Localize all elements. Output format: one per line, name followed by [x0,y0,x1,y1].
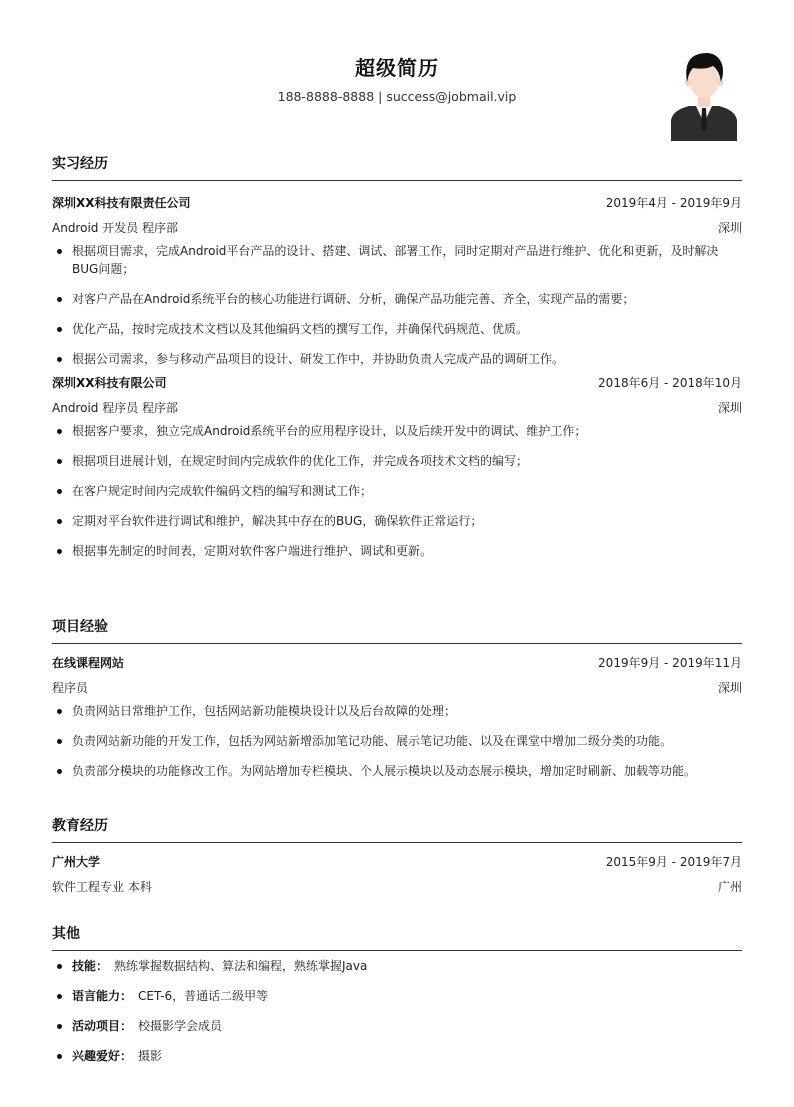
list-item [52,1017,742,1035]
section-title: 项目经验 [52,617,742,644]
other-label: 语言能力： [72,989,133,1003]
job-location: 深圳 [717,401,742,415]
section-education [52,816,742,895]
resume-name: 超级简历 [355,56,439,80]
other-value: 摄影 [138,1049,163,1063]
list-item [52,1047,742,1065]
company-name: 深圳XX科技有限公司 [52,376,167,390]
list-item: 根据项目需求，完成Android平台产品的设计、搭建、调试、部署工作，同时定期对产品进行维护、优化和更新，及时解决BUG问题； [52,242,742,278]
avatar [669,48,739,141]
project-header [52,655,742,671]
list-item: 负责网站日常维护工作，包括网站新功能模块设计以及后台故障的处理； [52,702,742,720]
project-subheader [52,680,742,696]
major: 软件工程专业 本科 [52,880,152,894]
list-item: 定期对平台软件进行调试和维护，解决其中存在的BUG，确保软件正常运行； [52,512,742,530]
date-range: 2019年9月 - 2019年11月 [598,656,742,670]
project-role: 程序员 [52,681,89,695]
section-title: 教育经历 [52,816,742,843]
list-item: 根据客户要求，独立完成Android系统平台的应用程序设计，以及后续开发中的调试、维护工作； [52,422,742,440]
project-name: 在线课程网站 [52,656,125,670]
other-label: 兴趣爱好： [72,1049,133,1063]
section-title: 其他 [52,924,742,951]
list-item: 优化产品，按时完成技术文档以及其他编码文档的撰写工作，并确保代码规范、优质。 [52,320,742,338]
date-range: 2018年6月 - 2018年10月 [598,376,742,390]
education-header [52,854,742,870]
date-range: 2019年4月 - 2019年9月 [605,196,742,210]
education-location: 广州 [717,880,742,894]
job-role: Android 程序员 程序部 [52,401,179,415]
other-value: 熟练掌握数据结构、算法和编程，熟练掌握Java [114,959,368,973]
job-bullets [52,242,742,368]
job-bullets [52,422,742,560]
job-subheader [52,400,742,416]
company-name: 深圳XX科技有限责任公司 [52,196,191,210]
list-item [52,957,742,975]
job-header [52,375,742,391]
other-value: 校摄影学会成员 [138,1019,223,1033]
section-title: 实习经历 [52,154,742,181]
list-item: 根据公司需求，参与移动产品项目的设计、研发工作中，并协助负责人完成产品的调研工作。 [52,350,742,368]
section-other [52,924,742,1065]
project-bullets [52,702,742,780]
job-location: 深圳 [717,221,742,235]
list-item: 根据事先制定的时间表，定期对软件客户端进行维护、调试和更新。 [52,542,742,560]
job-role: Android 开发员 程序部 [52,221,179,235]
list-item: 负责网站新功能的开发工作，包括为网站新增添加笔记功能、展示笔记功能、以及在课堂中增加二级分类的功能。 [52,732,742,750]
project-location: 深圳 [717,681,742,695]
job-header [52,195,742,211]
section-internship [52,154,742,560]
other-label: 活动项目： [72,1019,133,1033]
other-label: 技能： [72,959,109,973]
list-item: 对客户产品在Android系统平台的核心功能进行调研、分析，确保产品功能完善、齐全，实现产品的需要； [52,290,742,308]
job-subheader [52,220,742,236]
other-list [52,957,742,1065]
date-range: 2015年9月 - 2019年7月 [605,855,742,869]
list-item: 根据项目进展计划，在规定时间内完成软件的优化工作，并完成各项技术文档的编写； [52,452,742,470]
list-item: 负责部分模块的功能修改工作。为网站增加专栏模块、个人展示模块以及动态展示模块，增加定时刷新、加载等功能。 [52,762,742,780]
contact-info: 188-8888-8888 | success@jobmail.vip [277,89,517,104]
education-subheader [52,879,742,895]
section-projects [52,617,742,780]
list-item [52,987,742,1005]
other-value: CET-6，普通话二级甲等 [138,989,269,1003]
school-name: 广州大学 [52,855,101,869]
list-item: 在客户规定时间内完成软件编码文档的编写和测试工作； [52,482,742,500]
